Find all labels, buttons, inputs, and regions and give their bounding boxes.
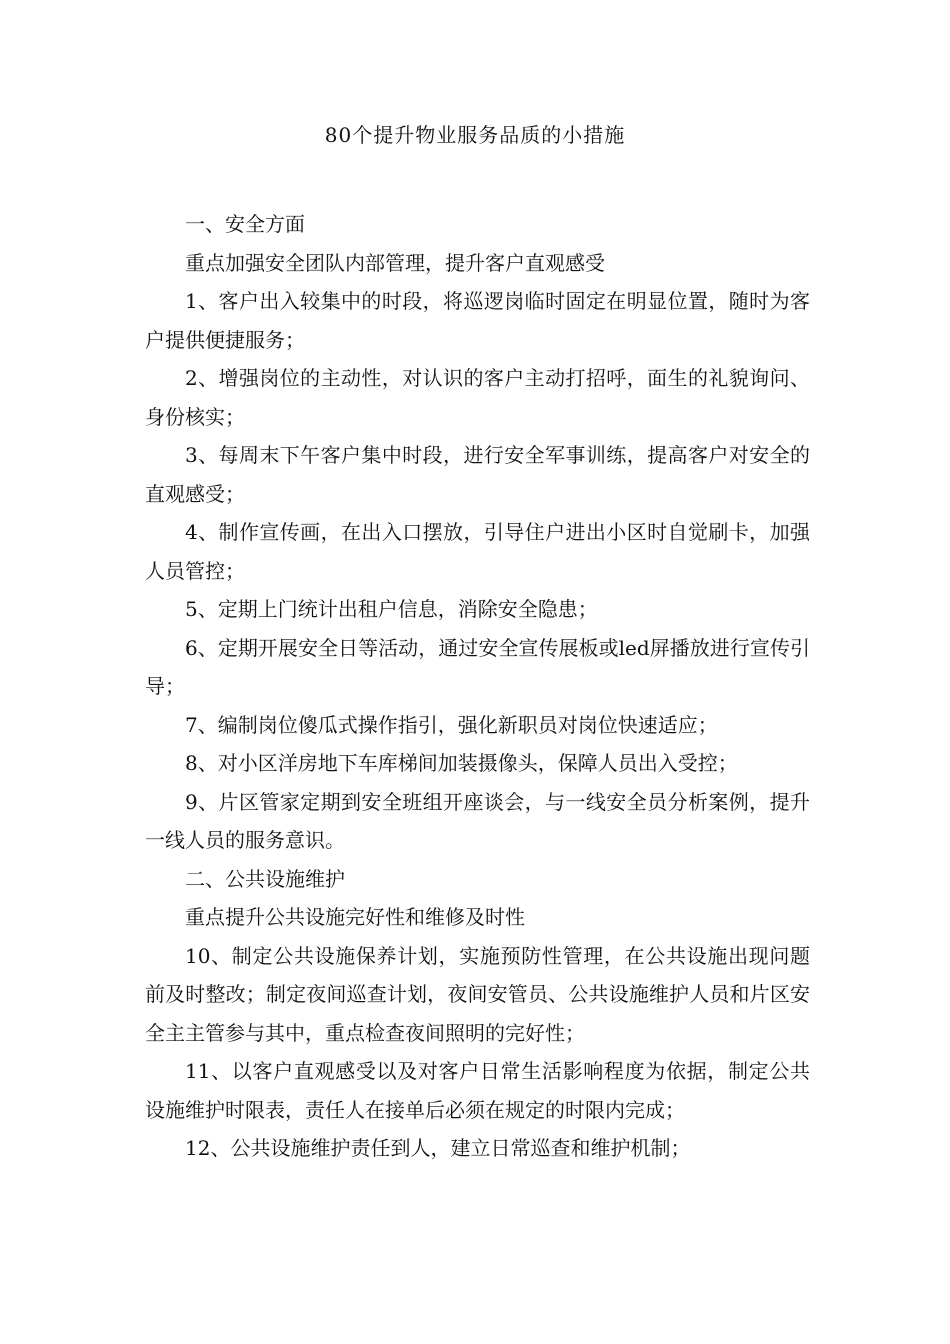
section-heading-facilities: 二、公共设施维护 <box>185 866 345 891</box>
list-item: 11、以客户直观感受以及对客户日常生活影响程度为依据，制定公共设施维护时限表，责任人在接单后必须在规定的时限内完成； <box>145 1059 810 1122</box>
list-item: 2、增强岗位的主动性，对认识的客户主动打招呼，面生的礼貌询问、身份核实； <box>145 366 810 429</box>
section-subheading: 重点提升公共设施完好性和维修及时性 <box>185 905 525 929</box>
list-item: 10、制定公共设施保养计划，实施预防性管理，在公共设施出现问题前及时整改；制定夜间巡查计划，夜间安管员、公共设施维护人员和片区安全主主管参与其中，重点检查夜间照明的完好性； <box>145 943 810 1045</box>
section-heading-safety: 一、安全方面 <box>185 212 305 236</box>
list-item: 12、公共设施维护责任到人，建立日常巡查和维护机制； <box>185 1136 691 1160</box>
list-item: 1、客户出入较集中的时段，将巡逻岗临时固定在明显位置，随时为客户提供便捷服务； <box>145 289 810 352</box>
section-subheading: 重点加强安全团队内部管理，提升客户直观感受 <box>185 250 605 275</box>
document-title: 80个提升物业服务品质的小措施 <box>324 123 626 147</box>
list-item: 9、片区管家定期到安全班组开座谈会，与一线安全员分析案例，提升一线人员的服务意识。 <box>145 789 810 852</box>
document-body <box>145 205 810 1168</box>
list-item: 5、定期上门统计出租户信息，消除安全隐患； <box>185 597 598 621</box>
list-item: 7、编制岗位傻瓜式操作指引，强化新职员对岗位快速适应； <box>185 712 718 737</box>
list-item: 4、制作宣传画，在出入口摆放，引导住户进出小区时自觉刷卡，加强人员管控； <box>145 520 810 583</box>
list-item: 3、每周末下午客户集中时段，进行安全军事训练，提高客户对安全的直观感受； <box>145 443 810 506</box>
list-item: 8、对小区洋房地下车库梯间加装摄像头，保障人员出入受控； <box>185 751 738 775</box>
list-item: 6、定期开展安全日等活动，通过安全宣传展板或led屏播放进行宣传引导； <box>145 635 810 698</box>
